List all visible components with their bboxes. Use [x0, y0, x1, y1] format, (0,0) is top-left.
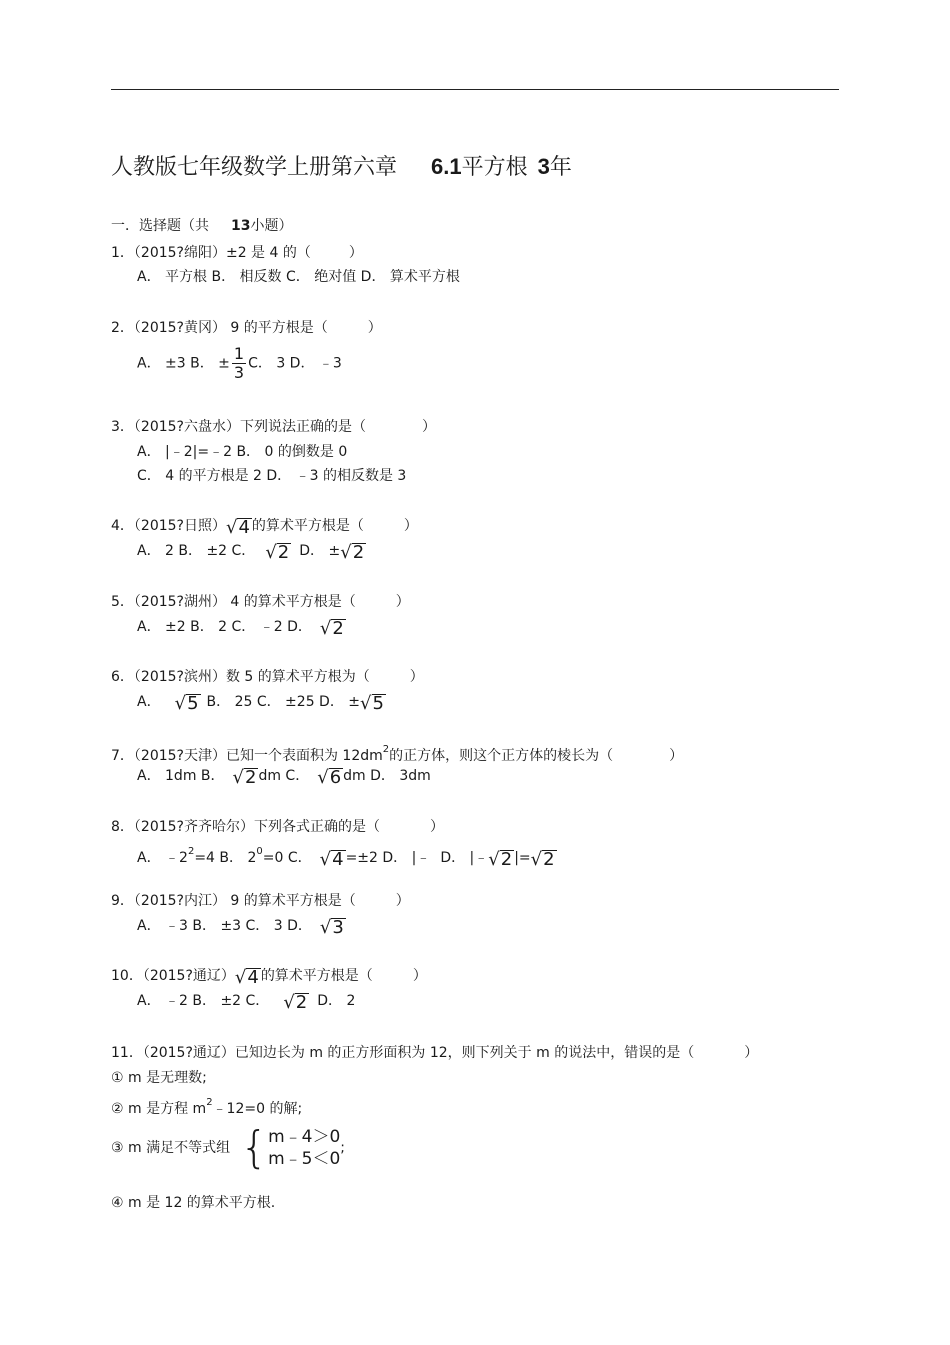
- sqrt-expression: √4: [225, 517, 250, 538]
- title-number: 3: [537, 154, 550, 179]
- page-title: [111, 150, 572, 181]
- question-8-options: A． $﹣2^2=4$ B． $2^0=0$ C． √4 =±2 D． |﹣ D． |﹣√2 |=√2: [137, 846, 555, 870]
- question-9-options: A． ﹣3 B． ±3 C． 3 D． √3: [137, 917, 344, 938]
- question-6: 6．（2015?滨州）数 5 的算术平方根为（ ）: [111, 669, 424, 685]
- header-rule: [111, 89, 839, 90]
- inequality-system: m﹣4＞0 m﹣5＜0: [268, 1127, 341, 1169]
- title-topic: 平方根: [461, 155, 528, 180]
- statement-4: ④ m 是 12 的算术平方根.: [111, 1195, 276, 1211]
- question-10: 10．（2015?通辽）√4 的算术平方根是（ ）: [111, 967, 427, 988]
- sqrt-expression: √2: [232, 767, 257, 788]
- question-3-options-ab: A． |﹣2|=﹣2 B． 0 的倒数是 0: [137, 444, 348, 460]
- question-7: 7．（2015?天津）已知一个表面积为 $12dm^2$的正方体，则这个正方体的棱长为（ ）: [111, 744, 684, 764]
- question-9: 9．（2015?内江） 9 的算术平方根是（ ）: [111, 893, 410, 909]
- question-1: 1．（2015?绵阳）±2 是 4 的（ ）: [111, 245, 363, 261]
- sqrt-expression: √4: [319, 849, 344, 870]
- statement-3: ③ m 满足不等式组 { m﹣4＞0 m﹣5＜0 ;: [111, 1122, 346, 1173]
- sqrt-expression: √3: [319, 917, 344, 938]
- question-1-options: A． 平方根 B． 相反数 C． 绝对值 D． 算术平方根: [137, 269, 460, 285]
- question-10-options: A． ﹣2 B． ±2 C． √2 D． 2: [137, 992, 356, 1013]
- question-3-options-cd: C． 4 的平方根是 2 D． ﹣3 的相反数是 3: [137, 468, 407, 484]
- sqrt-expression: √2: [340, 542, 365, 563]
- question-6-options: A． √5 B． 25 C． ±25 D． ±√5: [137, 693, 384, 714]
- question-7-options: A． 1dm B． √2 dm C． √6 dm D． 3dm: [137, 767, 431, 788]
- sqrt-expression: √2: [319, 618, 344, 639]
- statement-1: ① m 是无理数;: [111, 1070, 207, 1086]
- sqrt-expression: √2: [265, 542, 290, 563]
- title-section: 6.1: [431, 154, 462, 179]
- question-5: 5．（2015?湖州） 4 的算术平方根是（ ）: [111, 594, 410, 610]
- question-11: 11．（2015?通辽）已知边长为 m 的正方形面积为 12，则下列关于 m 的说法中，错误的是（ ）: [111, 1045, 759, 1061]
- question-5-options: A． ±2 B． 2 C． ﹣2 D． √2: [137, 618, 344, 639]
- title-suffix: 年: [549, 155, 572, 180]
- question-2-options: A． ±3 B． ± $\frac{1}{3}$ C． 3 D． ﹣3: [137, 344, 342, 382]
- statement-2: ② m 是方程 $m^2﹣12=0$ 的解;: [111, 1097, 303, 1117]
- fraction-one-third: $\frac{1}{3}$: [233, 344, 245, 382]
- brace-icon: {: [240, 1122, 269, 1173]
- sqrt-expression: √5: [360, 693, 384, 714]
- question-4: 4．（2015?日照）√4 的算术平方根是（ ）: [111, 517, 418, 538]
- section-heading: 一．选择题（共 13小题）: [111, 218, 293, 234]
- title-text: 人教版七年级数学上册第六章: [111, 155, 398, 180]
- sqrt-expression: √2: [530, 849, 555, 870]
- sqrt-expression: √5: [174, 693, 199, 714]
- sqrt-expression: √6: [317, 767, 342, 788]
- question-8: 8．（2015?齐齐哈尔）下列各式正确的是（ ）: [111, 819, 444, 835]
- sqrt-expression: √2: [488, 849, 513, 870]
- question-2: 2．（2015?黄冈） 9 的平方根是（ ）: [111, 320, 382, 336]
- sqrt-expression: √2: [283, 992, 308, 1013]
- sqrt-expression: √4: [234, 967, 259, 988]
- question-4-options: A． 2 B． ±2 C． √2 D． ±√2: [137, 542, 365, 563]
- question-3: 3．（2015?六盘水）下列说法正确的是（ ）: [111, 419, 436, 435]
